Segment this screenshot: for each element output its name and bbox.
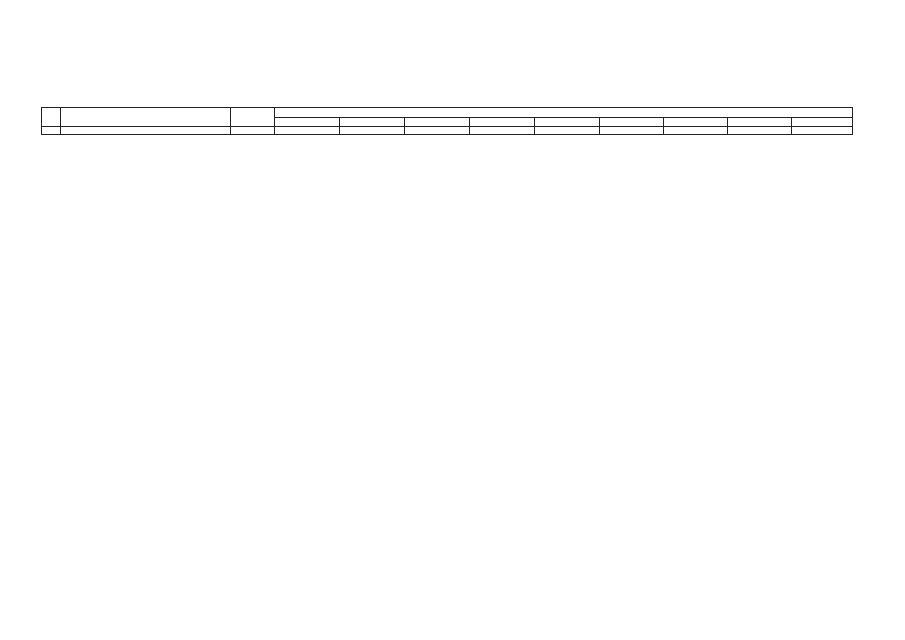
column-number	[600, 127, 664, 135]
year-header	[340, 118, 405, 127]
targets-table	[41, 107, 853, 135]
year-header	[470, 118, 535, 127]
header-name	[61, 108, 231, 127]
header-unit	[231, 108, 275, 127]
year-header	[728, 118, 792, 127]
year-header	[600, 118, 664, 127]
column-number	[340, 127, 405, 135]
column-number	[792, 127, 853, 135]
column-number	[405, 127, 470, 135]
column-number	[231, 127, 275, 135]
column-number	[664, 127, 728, 135]
column-number	[42, 127, 61, 135]
year-header	[535, 118, 600, 127]
column-number	[275, 127, 340, 135]
year-header	[275, 118, 340, 127]
year-header	[792, 118, 853, 127]
year-header	[664, 118, 728, 127]
column-number	[728, 127, 792, 135]
header-num	[42, 108, 61, 127]
column-number	[470, 127, 535, 135]
column-number	[61, 127, 231, 135]
column-numbers-row	[42, 127, 853, 135]
column-number	[535, 127, 600, 135]
header-values-group	[275, 108, 853, 118]
year-header	[405, 118, 470, 127]
